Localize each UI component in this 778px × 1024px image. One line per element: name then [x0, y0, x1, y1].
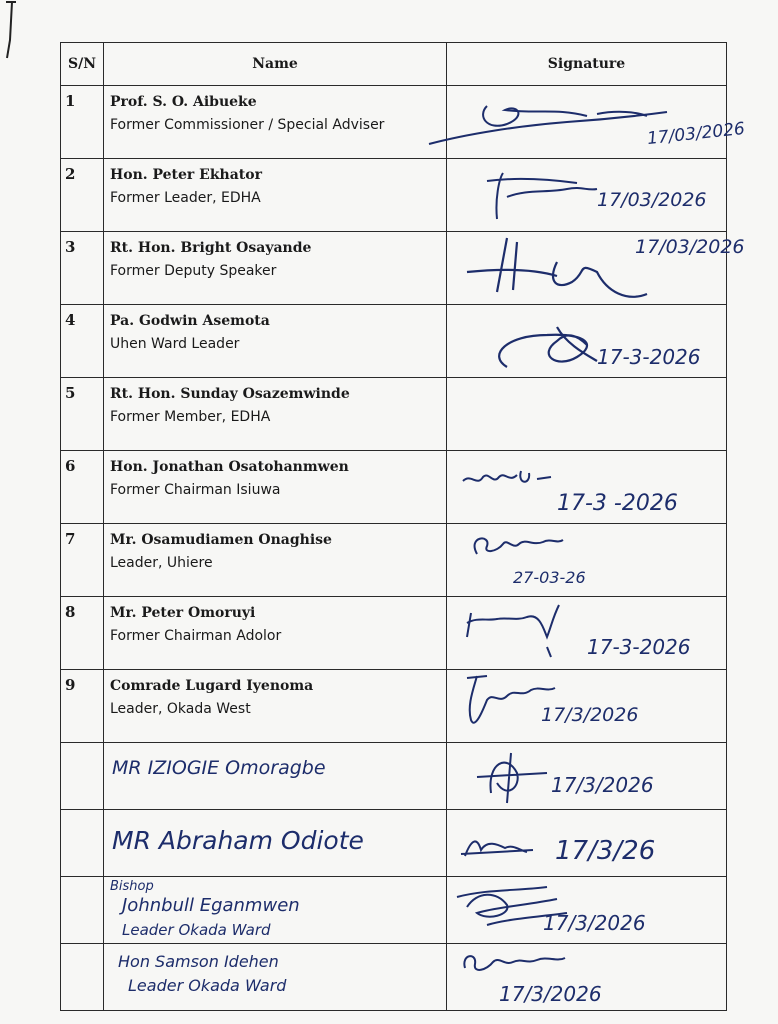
row-sn: 4	[61, 305, 104, 378]
handwritten-name: MR IZIOGIE Omoragbe	[112, 757, 326, 779]
handwritten-role: Leader Okada Ward	[122, 921, 271, 939]
row-name-cell	[104, 232, 447, 305]
row-sn: 6	[61, 451, 104, 524]
signature-cell	[447, 305, 727, 378]
table-row	[61, 877, 727, 944]
person-role: Former Commissioner / Special Adviser	[110, 117, 385, 133]
person-name: Hon. Peter Ekhator	[110, 167, 262, 183]
signature-date: 17/03/2026	[635, 236, 745, 258]
table-row	[61, 159, 727, 232]
person-name: Pa. Godwin Asemota	[110, 313, 270, 329]
handwritten-name-cell	[104, 810, 447, 877]
signature-date: 17-3-2026	[597, 345, 701, 369]
person-role: Former Chairman Isiuwa	[110, 482, 281, 498]
signature-date: 17/03/2026	[646, 118, 746, 150]
row-sn-empty	[61, 743, 104, 810]
table-row	[61, 524, 727, 597]
row-name-cell	[104, 305, 447, 378]
table-row	[61, 305, 727, 378]
header-signature: Signature	[447, 43, 727, 86]
signature-date: 17/3/2026	[499, 982, 602, 1006]
table-row	[61, 743, 727, 810]
person-name: Rt. Hon. Bright Osayande	[110, 240, 312, 256]
table-row	[61, 597, 727, 670]
row-sn-empty	[61, 810, 104, 877]
handwritten-name: Bishop	[110, 879, 154, 894]
row-name-cell	[104, 597, 447, 670]
person-role: Former Member, EDHA	[110, 409, 271, 425]
signature-cell	[447, 597, 727, 670]
table-row	[61, 451, 727, 524]
row-sn: 3	[61, 232, 104, 305]
handwritten-name-cell	[104, 743, 447, 810]
table-row	[61, 232, 727, 305]
handwritten-name: Johnbull Eganmwen	[122, 895, 300, 916]
signature-date: 17-3 -2026	[557, 491, 678, 516]
row-sn-empty	[61, 877, 104, 944]
row-sn: 2	[61, 159, 104, 232]
signature-table	[60, 42, 746, 1011]
signature-cell	[447, 451, 727, 524]
signature-date: 17/3/2026	[541, 704, 639, 726]
header-name: Name	[104, 43, 447, 86]
row-name-cell	[104, 86, 447, 159]
row-name-cell	[104, 451, 447, 524]
person-role: Former Deputy Speaker	[110, 263, 277, 279]
table-row	[61, 944, 727, 1011]
signature-scribble	[447, 524, 727, 590]
row-name-cell	[104, 524, 447, 597]
signature-date: 17/03/2026	[597, 189, 707, 211]
person-role: Former Chairman Adolor	[110, 628, 282, 644]
row-name-cell	[104, 670, 447, 743]
signature-date: 17/3/2026	[551, 773, 654, 797]
person-name: Mr. Osamudiamen Onaghise	[110, 532, 332, 548]
table-row	[61, 810, 727, 877]
table-row	[61, 670, 727, 743]
row-sn: 8	[61, 597, 104, 670]
person-name: Prof. S. O. Aibueke	[110, 94, 257, 110]
signature-cell	[447, 743, 727, 810]
signature-date: 17-3-2026	[587, 635, 691, 659]
signature-date: 17/3/2026	[543, 911, 646, 935]
row-name-cell	[104, 159, 447, 232]
signature-date: 27-03-26	[513, 568, 586, 587]
person-name: Hon. Jonathan Osatohanmwen	[110, 459, 349, 475]
signature-cell	[447, 378, 727, 451]
person-name: Mr. Peter Omoruyi	[110, 605, 256, 621]
handwritten-name-cell	[104, 944, 447, 1011]
signature-cell	[447, 86, 746, 159]
handwritten-name-cell	[104, 877, 447, 944]
header-sn: S/N	[61, 43, 104, 86]
person-role: Uhen Ward Leader	[110, 336, 240, 352]
signature-cell	[447, 877, 727, 944]
signature-cell	[447, 944, 727, 1011]
row-sn: 1	[61, 86, 104, 159]
signature-date: 17/3/26	[555, 836, 656, 866]
person-name: Rt. Hon. Sunday Osazemwinde	[110, 386, 350, 402]
person-name: Comrade Lugard Iyenoma	[110, 678, 314, 694]
corner-mark	[4, 0, 18, 60]
row-sn: 5	[61, 378, 104, 451]
signature-cell	[447, 670, 727, 743]
row-sn: 9	[61, 670, 104, 743]
signature-cell	[447, 810, 727, 877]
row-sn-empty	[61, 944, 104, 1011]
person-role: Leader, Uhiere	[110, 555, 213, 571]
handwritten-name: MR Abraham Odiote	[112, 826, 364, 855]
person-role: Former Leader, EDHA	[110, 190, 261, 206]
signature-cell	[447, 524, 727, 597]
handwritten-name: Hon Samson Idehen	[118, 952, 279, 971]
row-name-cell	[104, 378, 447, 451]
signature-scribble	[447, 670, 727, 736]
signature-cell	[447, 159, 727, 232]
table-row	[61, 378, 727, 451]
handwritten-role: Leader Okada Ward	[128, 976, 287, 995]
row-sn: 7	[61, 524, 104, 597]
person-role: Leader, Okada West	[110, 701, 251, 717]
header-row	[61, 43, 727, 86]
table-row	[61, 86, 727, 159]
signature-cell	[447, 232, 745, 305]
